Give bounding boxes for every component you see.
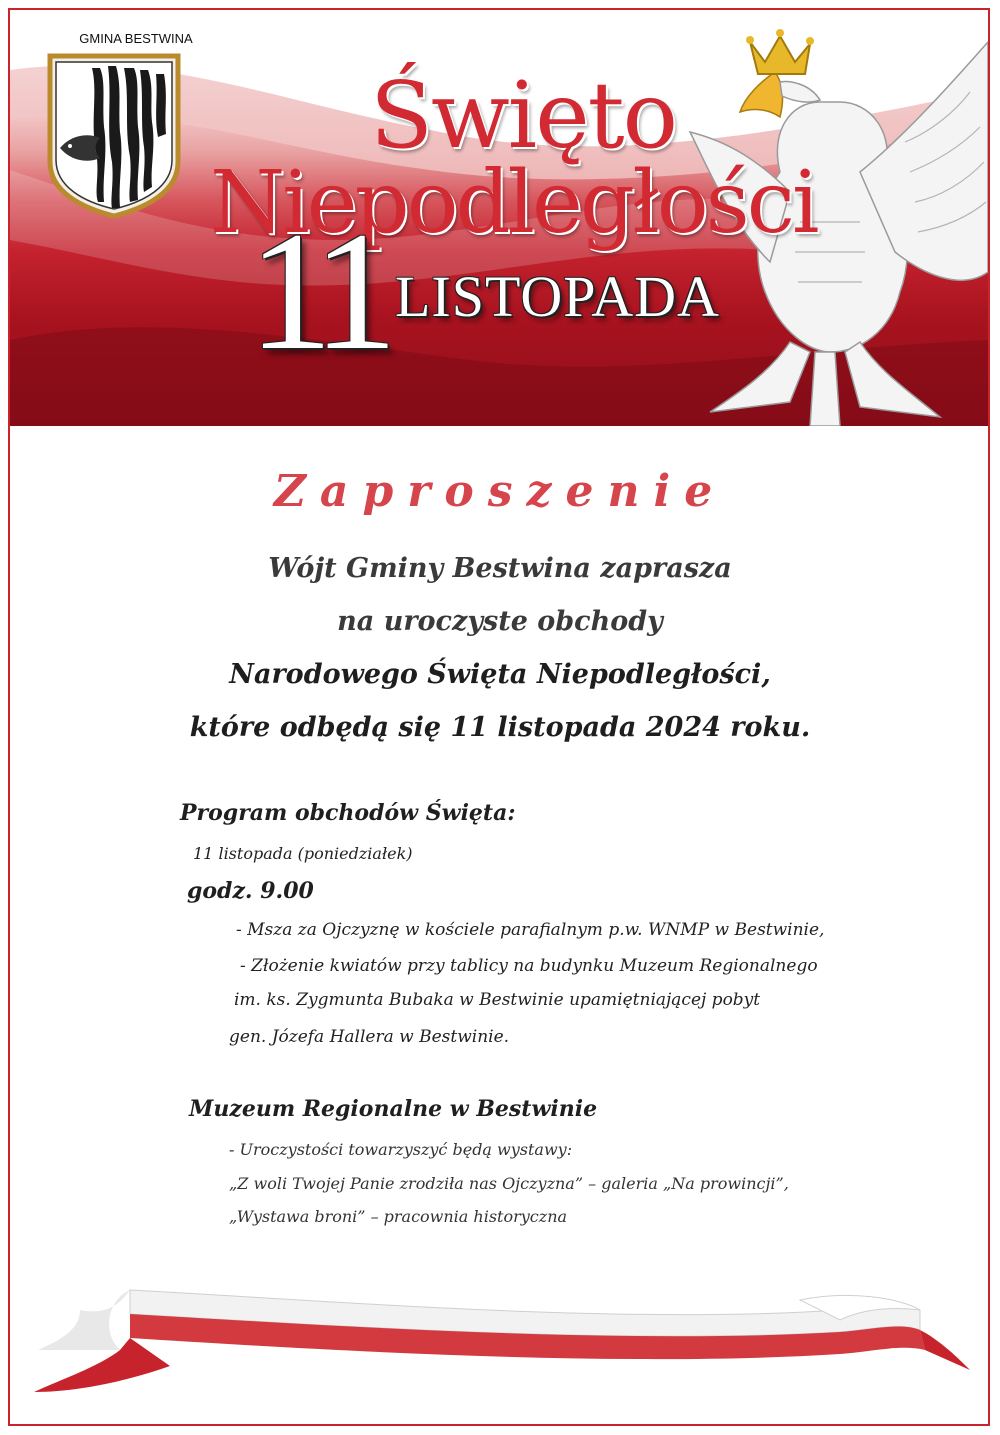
invitation-heading: Zaproszenie [273,466,727,517]
title-line-2: Niepodległości [210,153,817,253]
date-day: 11 [248,197,384,385]
emblem-caption: GMINA BESTWINA [79,31,193,46]
flag-ribbon-decoration [20,1270,980,1420]
program-time: godz. 9.00 [187,878,314,904]
program-title: Program obchodów Święta: [180,800,516,826]
invitation-line: na uroczyste obchody [337,606,663,637]
museum-title: Muzeum Regionalne w Bestwinie [189,1096,598,1122]
program-date: 11 listopada (poniedziałek) [193,844,413,863]
invitation-line: Narodowego Święta Niepodległości, [229,659,771,690]
program-item: - Złożenie kwiatów przy tablicy na budynku Muzeum Regionalnego [240,956,818,976]
title-line-1: Święto [370,62,677,169]
museum-line: „Z woli Twojej Panie zrodziła nas Ojczyzna” – galeria „Na prowincji”, [229,1174,789,1193]
crown-icon [746,29,814,74]
invitation-text [0,542,1000,754]
program-item: - Msza za Ojczyznę w kościele parafialnym p.w. WNMP w Bestwinie, [236,920,825,940]
invitation-line: które odbędą się 11 listopada 2024 roku. [189,712,811,743]
coat-of-arms-icon [46,52,182,218]
header-banner [10,10,988,426]
museum-line: - Uroczystości towarzyszyć będą wystawy: [229,1140,573,1159]
date-month: LISTOPADA [395,264,720,329]
program-item: im. ks. Zygmunta Bubaka w Bestwinie upamiętniającej pobyt [234,990,761,1010]
invitation-line: Wójt Gminy Bestwina zaprasza [268,553,732,584]
museum-line: „Wystawa broni” – pracownia historyczna [229,1207,568,1226]
program-item: gen. Józefa Hallera w Bestwinie. [229,1027,510,1047]
